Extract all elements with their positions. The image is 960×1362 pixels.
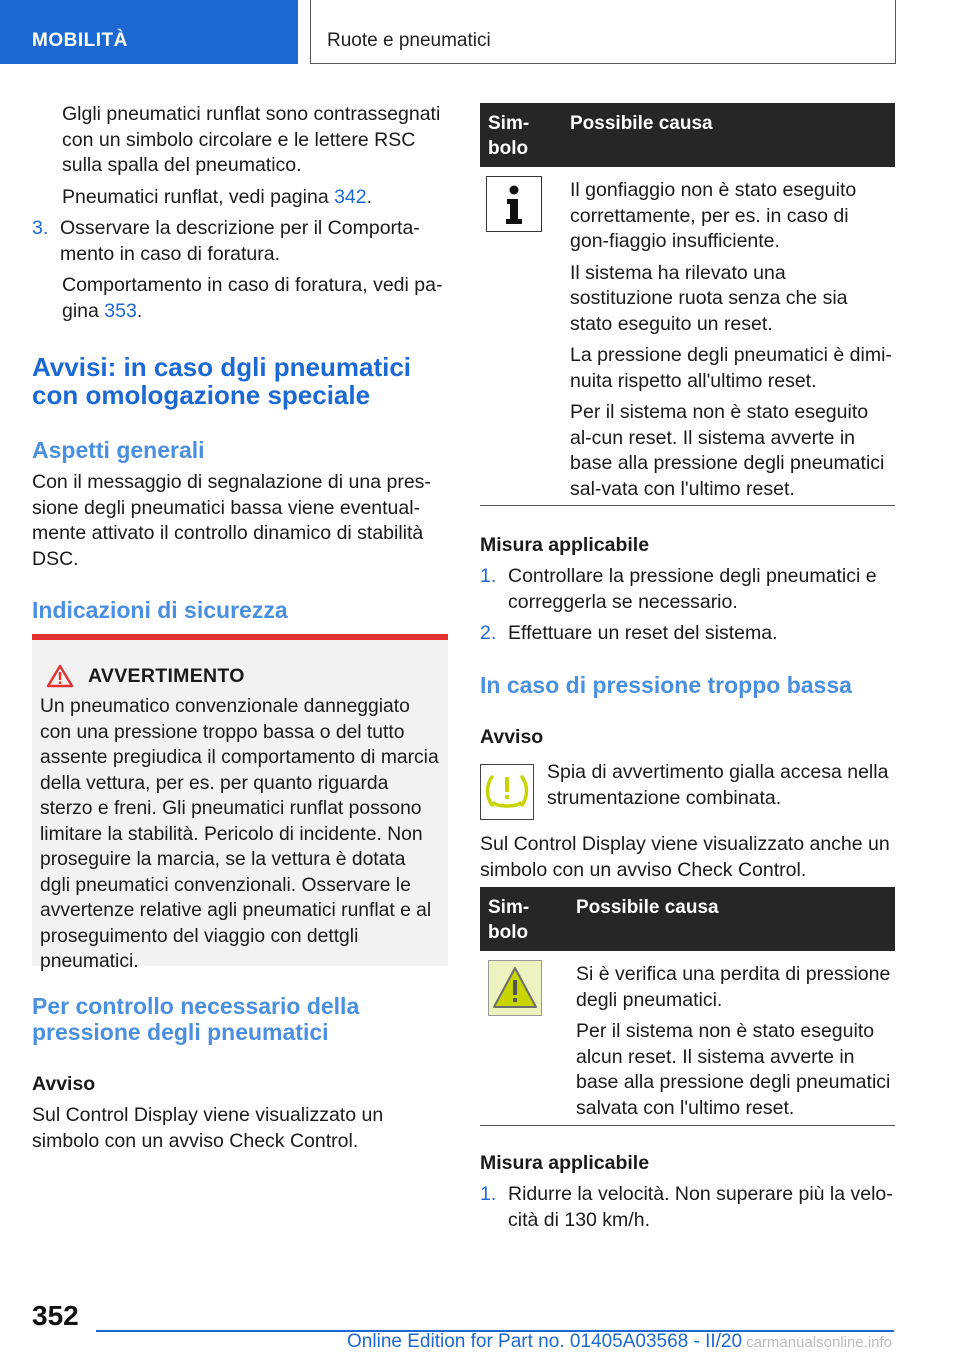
step-text: Osservare la descrizione per il Comporta-mento in caso di foratura. (60, 217, 420, 265)
page-number: 352 (32, 1300, 79, 1331)
spia-text: Spia di avvertimento gialla accesa nella strumentazione combinata. (547, 761, 889, 809)
step-text: Effettuare un reset del sistema. (508, 622, 778, 644)
table2-header (480, 887, 895, 951)
header-chapter-title: Ruote e pneumatici (310, 0, 896, 64)
table2-col-cause: Possibile causa (576, 897, 719, 918)
warning-box (32, 634, 448, 972)
misura-label: Misura applicabile (480, 1152, 650, 1174)
list-item (480, 1182, 894, 1233)
table1-causes (570, 178, 892, 502)
heading-avvisi: Avvisi: in caso dgli pneumatici con omologazione speciale (32, 352, 412, 410)
cause-text: Si è verifica una perdita di pressione degli pneumatici. (576, 963, 891, 1011)
table2-col-symbol: Sim-bolo (488, 897, 530, 943)
table1-header (480, 103, 895, 167)
heading-pressione-bassa: In caso di pressione troppo bassa (480, 672, 852, 698)
cause-text: Per il sistema non è stato eseguito alcun reset. Il sistema avverte in base alla pressione degli pneumatici salvata con l'ultimo reset. (576, 1020, 891, 1119)
warning-text: Un pneumatico convenzionale danneggiato con una pressione troppo bassa o del tutto assente pregiudica il comportamento di marcia della vettura, per es. per quanto riguarda sterzo e freni. Gli pneumatici runflat possono limitare la stabilità. Pericolo di incidente. Non proseguire la marcia, se la vettura è dotata dgli pneumatici convenzionali. Osservare le avvertenze relative agli pneumatici runflat e al proseguimento del viaggio con dettgli pneumatici. (40, 696, 439, 972)
warning-triangle-icon (46, 664, 74, 688)
left-column (32, 102, 450, 324)
page-link-353[interactable]: 353 (104, 299, 137, 322)
online-edition-text: Online Edition for Part no. 01405A03568 - II/20 carmanualsonline.info (347, 1331, 892, 1352)
header-section-tab: MOBILITÀ (0, 0, 298, 64)
aspetti-text: Con il messaggio di segnalazione di una pres-sione degli pneumatici bassa viene eventual-mente attivato il controllo dinamico di stabilità DSC. (32, 471, 431, 570)
page-link-342[interactable]: 342 (334, 185, 367, 208)
avviso-label: Avviso (480, 726, 544, 748)
misura-label: Misura applicabile (480, 534, 650, 556)
step-text: Ridurre la velocità. Non superare più la velo-cità di 130 km/h. (508, 1183, 893, 1231)
step-number: 3. (32, 217, 49, 239)
cause-text: La pressione degli pneumatici è dimi-nuita rispetto all'ultimo reset. (570, 344, 892, 392)
step-number: 1. (480, 565, 497, 587)
warning-header (40, 664, 440, 688)
list-item (480, 621, 894, 647)
table1-divider (480, 505, 895, 506)
foratura-ref-text: Comportamento in caso di foratura, vedi pa-gina 353. (62, 274, 443, 322)
table2-causes (576, 962, 894, 1121)
heading-sicurezza: Indicazioni di sicurezza (32, 597, 288, 623)
tpms-warning-light-icon (480, 764, 534, 820)
step-number: 1. (480, 1183, 497, 1205)
cause-text: Il gonfiaggio non è stato eseguito correttamente, per es. in caso di gon-fiaggio insufficiente. (570, 179, 857, 252)
cause-text: Per il sistema non è stato eseguito al-cun reset. Il sistema avverte in base alla pressione degli pneumatici sal-vata con l'ultimo reset. (570, 401, 885, 500)
list-item (480, 564, 894, 615)
heading-aspetti-generali: Aspetti generali (32, 437, 205, 463)
table1-col-symbol: Sim-bolo (488, 113, 530, 159)
heading-controllo: Per controllo necessario della pressione degli pneumatici (32, 993, 360, 1045)
avviso-text: Sul Control Display viene visualizzato un simbolo con un avviso Check Control. (32, 1104, 384, 1152)
table2-divider (480, 1125, 895, 1126)
runflat-marking-text: Glgli pneumatici runflat sono contrassegnati con un simbolo circolare e le lettere RSC sulla spalla del pneumatico. (62, 103, 441, 176)
step-text: Controllare la pressione degli pneumatici e correggerla se necessario. (508, 565, 877, 613)
misura1-list (480, 564, 894, 647)
warning-triangle-icon (488, 960, 542, 1016)
cause-text: Il sistema ha rilevato una sostituzione ruota senza che sia stato eseguito un reset. (570, 261, 848, 335)
warning-title: AVVERTIMENTO (88, 664, 245, 687)
table1-col-cause: Possibile causa (570, 113, 713, 134)
watermark: carmanualsonline.info (746, 1334, 892, 1351)
runflat-ref-text: Pneumatici runflat, vedi pagina 342. (62, 185, 373, 208)
list-item (32, 216, 450, 267)
step-number: 2. (480, 622, 497, 644)
misura2-list (480, 1182, 894, 1233)
control-display-text: Sul Control Display viene visualizzato anche un simbolo con un avviso Check Control. (480, 833, 890, 881)
avviso-label: Avviso (32, 1073, 96, 1095)
info-icon (486, 176, 542, 232)
